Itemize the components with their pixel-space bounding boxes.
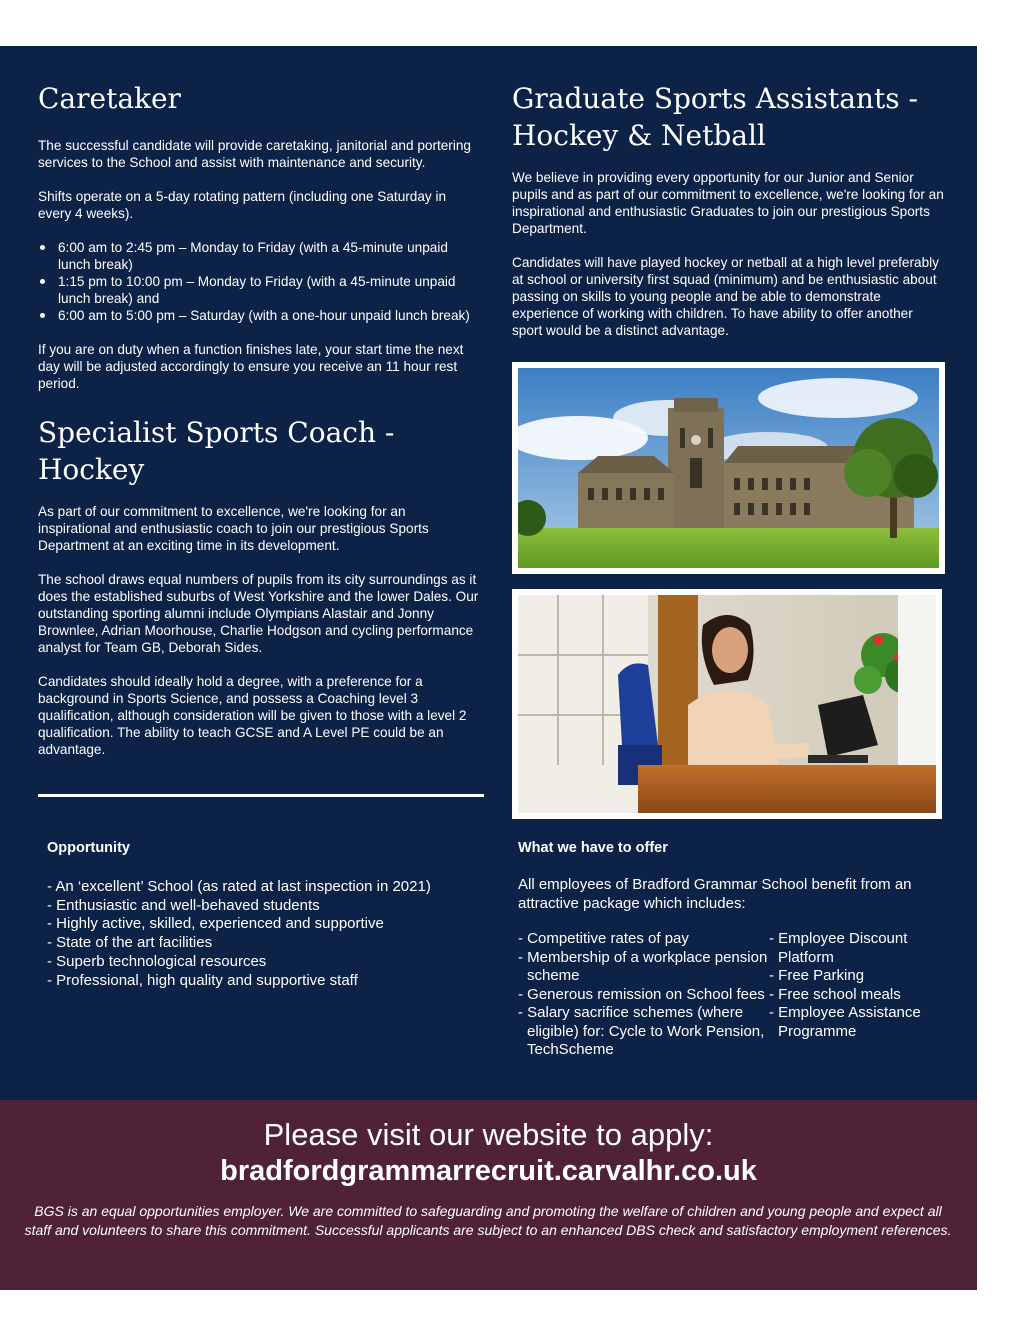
section-divider	[38, 794, 484, 797]
right-column	[512, 80, 944, 339]
caretaker-intro: The successful candidate will provide caretaking, janitorial and portering services to the School and assist with maintenance and security.	[38, 138, 471, 170]
shift-item: 6:00 am to 2:45 pm – Monday to Friday (with a 45-minute unpaid lunch break)	[38, 239, 480, 273]
coach-paragraph-2: The school draws equal numbers of pupils from its city surroundings as it does the established suburbs of West Yorkshire and the lower Dales. Our outstanding sporting alumni include Olympians Alastair and Jonny Brownlee, Adrian Moorhouse, Charlie Hodgson and cycling performance analyst for Team GB, Deborah Sides.	[38, 572, 479, 655]
graduate-heading-line-1: Graduate Sports Assistants -	[512, 82, 918, 115]
offer-heading: What we have to offer	[518, 840, 668, 856]
offer-item: - Employee Discount Platform	[769, 930, 908, 966]
shift-item: 6:00 am to 5:00 pm – Saturday (with a one-hour unpaid lunch break)	[38, 307, 480, 324]
offer-item: - Generous remission on School fees	[518, 985, 765, 1003]
school-building-photo	[512, 362, 945, 574]
opportunity-item: - Enthusiastic and well-behaved students	[47, 896, 320, 914]
offer-list-left	[518, 930, 769, 1060]
opportunity-item: - Professional, high quality and supportive staff	[47, 971, 358, 989]
graduate-heading-line-2: Hockey & Netball	[512, 119, 766, 152]
offer-item: - Competitive rates of pay	[518, 930, 689, 947]
opportunity-heading: Opportunity	[47, 840, 130, 856]
offer-item: - Membership of a workplace pension scheme	[518, 948, 768, 984]
caretaker-heading: Caretaker	[38, 82, 181, 115]
opportunity-item: - Superb technological resources	[47, 952, 267, 970]
caretaker-shifts-intro: Shifts operate on a 5-day rotating pattern (including one Saturday in every 4 weeks).	[38, 189, 447, 221]
offer-section	[518, 838, 948, 1060]
opportunity-section	[47, 838, 477, 990]
office-worker-photo	[512, 589, 942, 819]
offer-intro: All employees of Bradford Grammar School benefit from an attractive package which includes:	[518, 876, 912, 912]
apply-heading: Please visit our website to apply:	[263, 1117, 714, 1152]
caretaker-shift-list	[38, 239, 480, 324]
offer-item: - Free Parking	[769, 967, 865, 984]
apply-website-link[interactable]: bradfordgrammarrecruit.carvalhr.co.uk	[220, 1155, 757, 1187]
offer-list-right	[769, 930, 939, 1060]
opportunity-list	[47, 878, 477, 990]
opportunity-item: - Highly active, skilled, experienced and supportive	[47, 915, 384, 933]
offer-columns	[518, 930, 948, 1060]
opportunity-item: - An ‘excellent’ School (as rated at last inspection in 2021)	[47, 878, 431, 895]
offer-item: - Free school meals	[769, 985, 901, 1003]
graduate-paragraph-2: Candidates will have played hockey or netball at a high level preferably at school or university first squad (minimum) and be enthusiastic about passing on skills to young people and be able to demonstrate experience of working with children. To have ability to offer another sport would be a distinct advantage.	[512, 255, 939, 338]
coach-paragraph-1: As part of our commitment to excellence, we're looking for an inspirational and enthusiastic coach to join our prestigious Sports Department at an exciting time in its development.	[38, 504, 429, 553]
offer-item: - Salary sacrifice schemes (where eligible) for: Cycle to Work Pension, TechScheme	[518, 1004, 765, 1058]
offer-item: - Employee Assistance Programme	[769, 1004, 921, 1040]
caretaker-late-note: If you are on duty when a function finishes late, your start time the next day will be adjusted accordingly to ensure you receive an 11 hour rest period.	[38, 342, 464, 391]
coach-heading: Specialist Sports Coach - Hockey	[38, 416, 395, 486]
shift-item: 1:15 pm to 10:00 pm – Monday to Friday (with a 45-minute unpaid lunch break) and	[38, 273, 480, 307]
equal-opportunities-disclaimer: BGS is an equal opportunities employer. We are committed to safeguarding and promoting the welfare of children and young people and expect all staff and volunteers to share this commitment. Successful applicants are subject to an enhanced DBS check and satisfactory employment references.	[24, 1203, 952, 1238]
opportunity-item: - State of the art facilities	[47, 934, 213, 952]
left-column	[38, 80, 480, 758]
graduate-paragraph-1: We believe in providing every opportunity for our Junior and Senior pupils and as part of our commitment to excellence, we're looking for an inspirational and enthusiastic Graduates to join our prestigious Sports Department.	[512, 170, 944, 236]
coach-paragraph-3: Candidates should ideally hold a degree, with a preference for a background in Sports Science, and possess a Coaching level 3 qualification, although consideration will be given to those with a level 2 qualification. The ability to teach GCSE and A Level PE could be an advantage.	[38, 674, 467, 757]
